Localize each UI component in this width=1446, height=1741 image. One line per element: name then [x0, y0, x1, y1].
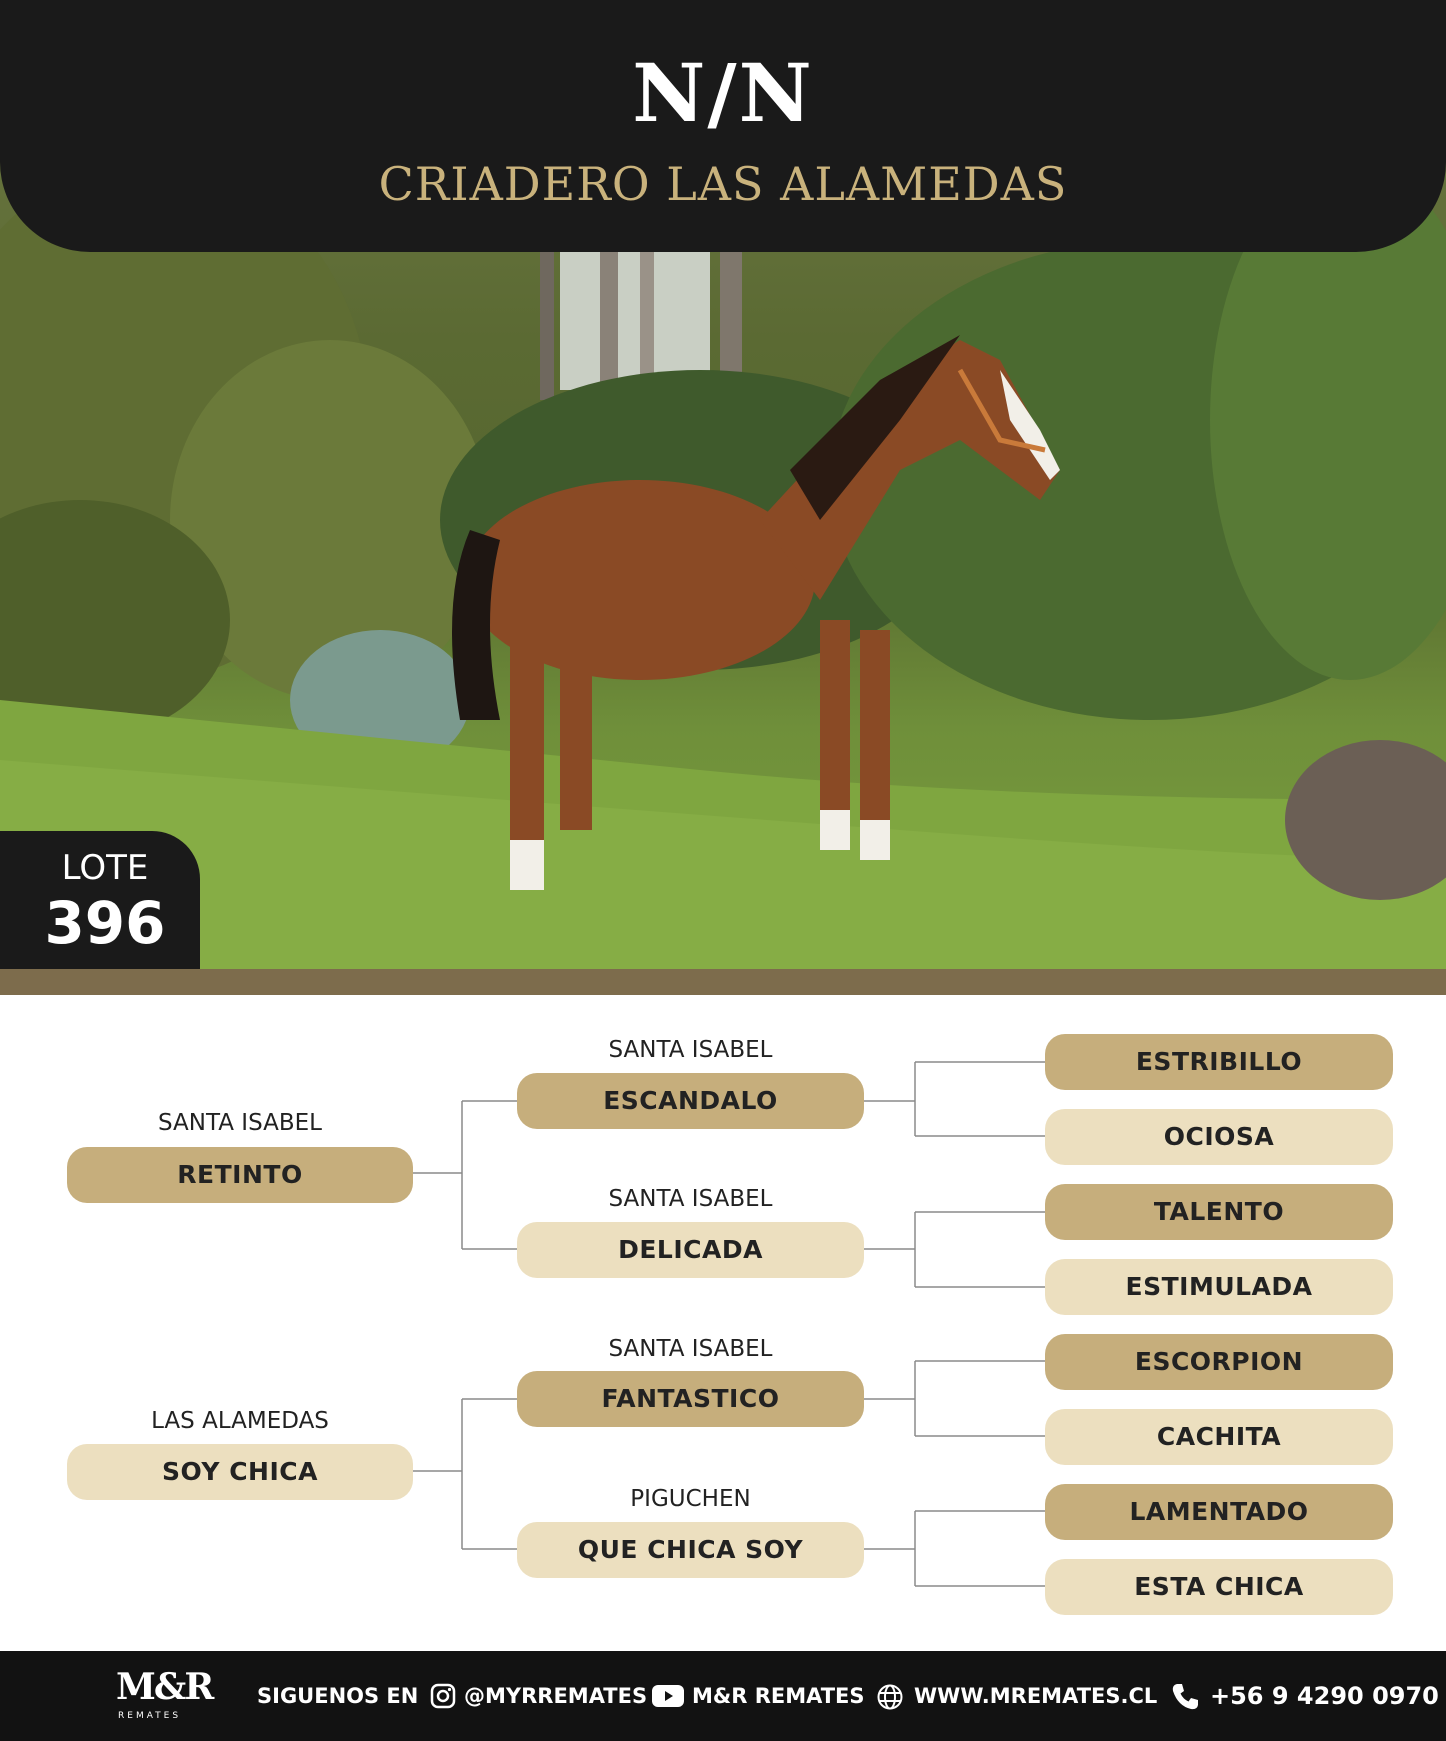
website-link[interactable]: WWW.MREMATES.CL	[914, 1684, 1158, 1708]
pedigree-tree	[0, 995, 1446, 1651]
great-grandparent-pill: OCIOSA	[1045, 1109, 1393, 1165]
sire-breeder: SANTA ISABEL	[158, 1110, 322, 1136]
sire-pill: RETINTO	[67, 1147, 413, 1203]
youtube-channel-link[interactable]: M&R REMATES	[692, 1684, 865, 1708]
instagram-handle-link[interactable]: @MYRREMATES	[464, 1684, 648, 1708]
brand-logo-sub: REMATES	[118, 1711, 182, 1721]
dam-dam-pill: QUE CHICA SOY	[517, 1522, 864, 1578]
dam-dam-breeder: PIGUCHEN	[630, 1486, 751, 1512]
great-grandparent-pill: ESTIMULADA	[1045, 1259, 1393, 1315]
breeder-subtitle: CRIADERO LAS ALAMEDAS	[378, 157, 1068, 211]
youtube-icon[interactable]	[652, 1685, 684, 1707]
lot-badge	[0, 831, 200, 969]
great-grandparent-pill: CACHITA	[1045, 1409, 1393, 1465]
dam-breeder: LAS ALAMEDAS	[151, 1408, 329, 1434]
footer	[0, 1651, 1446, 1741]
great-grandparent-pill: ESCORPION	[1045, 1334, 1393, 1390]
sire-dam-breeder: SANTA ISABEL	[608, 1186, 773, 1212]
divider-strip	[0, 969, 1446, 995]
great-grandparent-pill: ESTRIBILLO	[1045, 1034, 1393, 1090]
horse-name-title: N/N	[632, 46, 814, 140]
brand-logo: M&R	[116, 1666, 213, 1708]
sire-sire-breeder: SANTA ISABEL	[608, 1037, 773, 1063]
dam-sire-pill: FANTASTICO	[517, 1371, 864, 1427]
great-grandparent-pill: ESTA CHICA	[1045, 1559, 1393, 1615]
follow-label: SIGUENOS EN	[257, 1684, 419, 1708]
lot-number: 396	[44, 889, 166, 957]
great-grandparent-pill: LAMENTADO	[1045, 1484, 1393, 1540]
sire-dam-pill: DELICADA	[517, 1222, 864, 1278]
phone-icon	[1170, 1682, 1200, 1712]
lot-label: LOTE	[61, 848, 149, 888]
dam-sire-breeder: SANTA ISABEL	[608, 1336, 773, 1362]
instagram-icon[interactable]	[430, 1683, 456, 1709]
phone-number-link[interactable]: +56 9 4290 0970	[1210, 1682, 1439, 1710]
sire-sire-pill: ESCANDALO	[517, 1073, 864, 1129]
globe-icon	[876, 1683, 904, 1711]
dam-pill: SOY CHICA	[67, 1444, 413, 1500]
great-grandparent-pill: TALENTO	[1045, 1184, 1393, 1240]
